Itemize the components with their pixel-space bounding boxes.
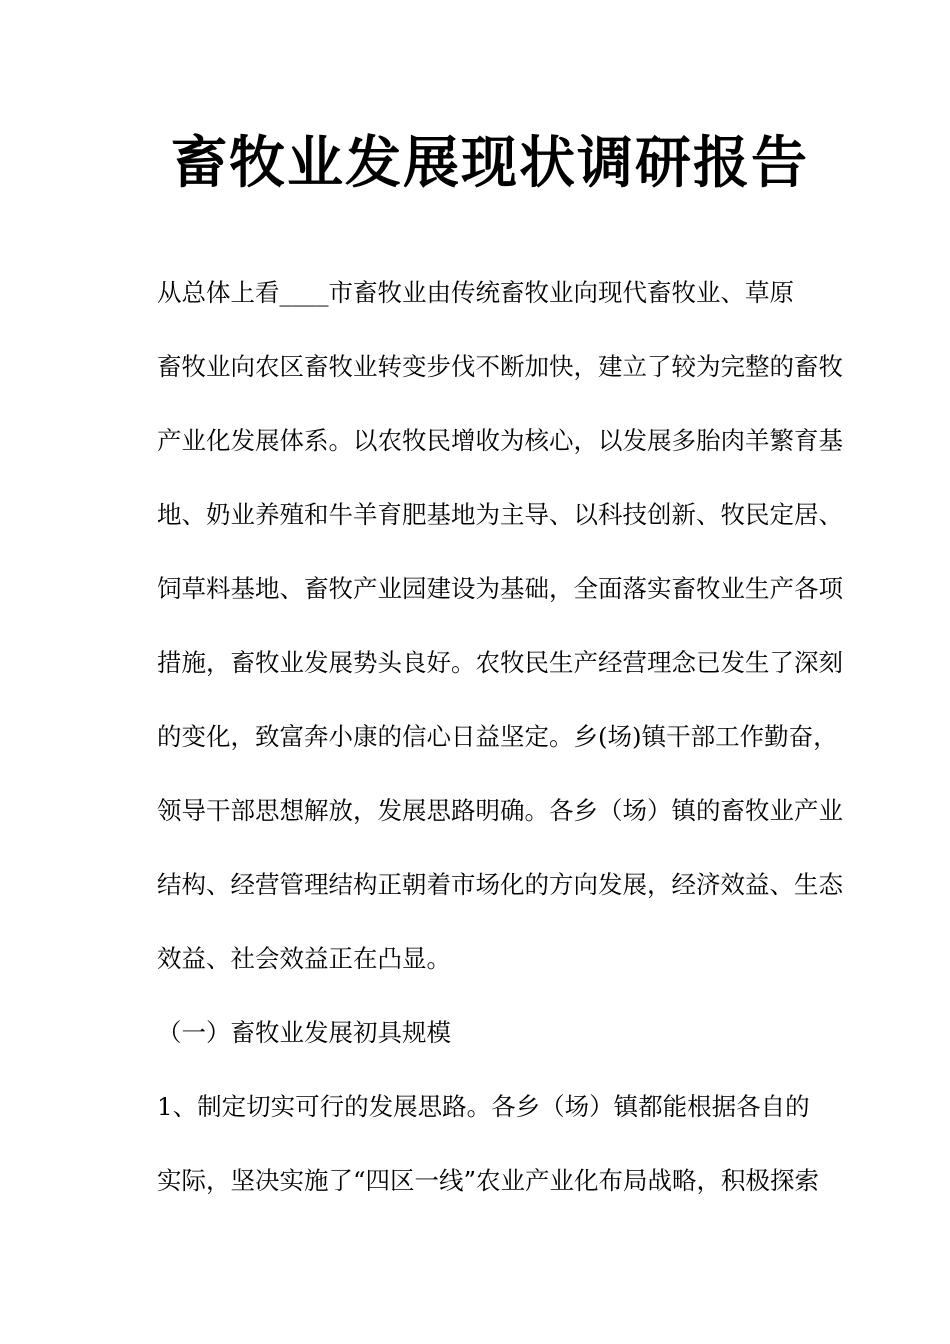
- document-title: 畜牧业发展现状调研报告: [171, 131, 809, 196]
- text-line: 1、制定切实可行的发展思路。各乡（场）镇都能根据各自的: [157, 1092, 810, 1121]
- text-line: 的变化，致富奔小康的信心日益坚定。乡(场)镇干部工作勤奋，: [157, 722, 838, 751]
- text-line: 从总体上看____市畜牧业由传统畜牧业向现代畜牧业、草原: [157, 278, 794, 307]
- section-heading: （一）畜牧业发展初具规模: [157, 1018, 451, 1047]
- text-line: 领导干部思想解放，发展思路明确。各乡（场）镇的畜牧业产业: [157, 796, 843, 825]
- text-line: 实际，坚决实施了“四区一线”农业产业化布局战略，积极探索: [157, 1166, 820, 1195]
- text-line: 地、奶业养殖和牛羊育肥基地为主导、以科技创新、牧民定居、: [157, 500, 843, 529]
- paragraph-overview: [108, 256, 843, 996]
- text-line: 产业化发展体系。以农牧民增收为核心，以发展多胎肉羊繁育基: [157, 426, 843, 455]
- text-line: 结构、经营管理结构正朝着市场化的方向发展，经济效益、生态: [157, 870, 843, 899]
- text-line: 效益、社会效益正在凸显。: [157, 944, 451, 973]
- paragraph-development-ideas: [108, 1070, 828, 1218]
- text-line: 措施，畜牧业发展势头良好。农牧民生产经营理念已发生了深刻: [157, 648, 843, 677]
- text-line: 饲草料基地、畜牧产业园建设为基础，全面落实畜牧业生产各项: [157, 574, 843, 603]
- text-line: 畜牧业向农区畜牧业转变步伐不断加快，建立了较为完整的畜牧: [157, 352, 843, 381]
